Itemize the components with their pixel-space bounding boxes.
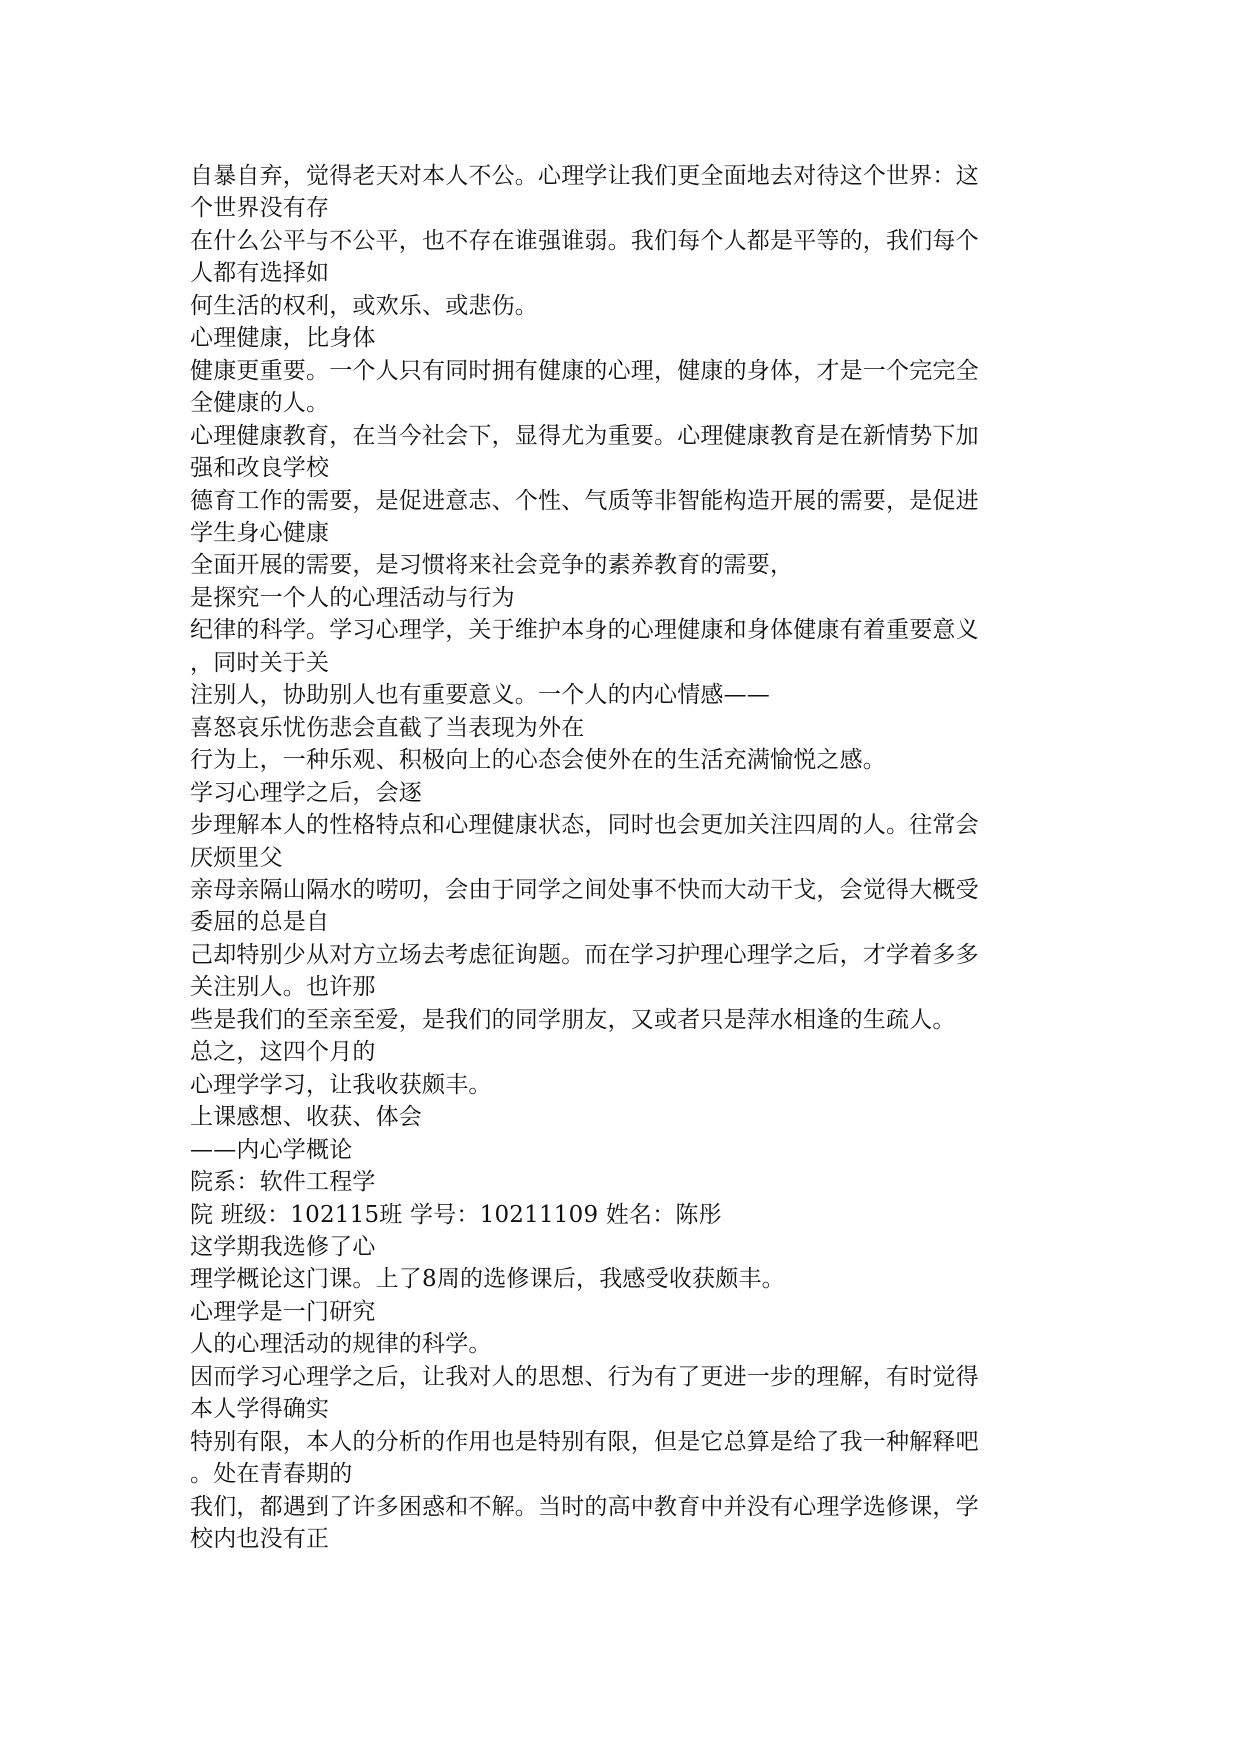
text-line: 些是我们的至亲至爱，是我们的同学朋友，又或者只是萍水相逢的生疏人。 [190,1006,956,1033]
text-line: 这学期我选修了心 [190,1233,376,1260]
text-line: 委屈的总是自 [190,909,330,936]
document-title: 上课感想、收获、体会 [190,1104,422,1131]
text-line: 心理健康，比身体 [190,325,376,352]
text-line: 心理学学习，让我收获颇丰。 [190,1071,492,1098]
text-line: 行为上，一种乐观、积极向上的心态会使外在的生活充满愉悦之感。 [190,747,886,774]
text-line: 在什么公平与不公平，也不存在谁强谁弱。我们每个人都是平等的，我们每个 [190,227,979,254]
text-line: 关注别人。也许那 [190,974,376,1001]
text-line: 因而学习心理学之后，让我对人的思想、行为有了更进一步的理解，有时觉得 [190,1363,979,1390]
document-body [190,160,1050,1555]
text-line: 学生身心健康 [190,519,330,546]
text-line: 注别人，协助别人也有重要意义。一个人的内心情感—— [190,682,770,709]
text-line: 人的心理活动的规律的科学。 [190,1331,492,1358]
text-line: 特别有限，本人的分析的作用也是特别有限，但是它总算是给了我一种解释吧 [190,1428,979,1455]
text-line: 人都有选择如 [190,260,330,287]
text-line: 校内也没有正 [190,1526,330,1553]
text-line: 心理学是一门研究 [190,1298,376,1325]
author-department: 院系：软件工程学 [190,1169,376,1196]
text-line: 纪律的科学。学习心理学，关于维护本身的心理健康和身体健康有着重要意义 [190,617,979,644]
text-line: 全健康的人。 [190,390,330,417]
text-line: 强和改良学校 [190,455,330,482]
text-line: 健康更重要。一个人只有同时拥有健康的心理，健康的身体，才是一个完完全 [190,357,979,384]
document-subtitle: ——内心学概论 [190,1136,353,1163]
author-info: 院 班级：102115班 学号：10211109 姓名：陈彤 [190,1201,722,1228]
text-line: 是探究一个人的心理活动与行为 [190,584,515,611]
text-line: 本人学得确实 [190,1396,330,1423]
text-line: 。处在青春期的 [190,1461,353,1488]
text-line: 全面开展的需要，是习惯将来社会竞争的素养教育的需要， [190,552,794,579]
text-line: 德育工作的需要，是促进意志、个性、气质等非智能构造开展的需要，是促进 [190,487,979,514]
text-line: 我们，都遇到了许多困惑和不解。当时的高中教育中并没有心理学选修课，学 [190,1493,979,1520]
text-line: 理学概论这门课。上了8周的选修课后，我感受收获颇丰。 [190,1266,785,1293]
text-line: 己却特别少从对方立场去考虑征询题。而在学习护理心理学之后，才学着多多 [190,941,979,968]
text-line: 步理解本人的性格特点和心理健康状态，同时也会更加关注四周的人。往常会 [190,812,979,839]
text-line: 总之，这四个月的 [190,1039,376,1066]
text-line: 喜怒哀乐忧伤悲会直截了当表现为外在 [190,714,585,741]
text-line: ，同时关于关 [190,649,330,676]
text-line: 亲母亲隔山隔水的唠叨，会由于同学之间处事不快而大动干戈，会觉得大概受 [190,876,979,903]
text-line: 自暴自弃，觉得老天对本人不公。心理学让我们更全面地去对待这个世界：这 [190,163,979,189]
text-line: 个世界没有存 [190,195,330,222]
text-line: 学习心理学之后，会逐 [190,779,422,806]
text-line: 厌烦里父 [190,844,283,871]
text-line: 心理健康教育，在当今社会下，显得尤为重要。心理健康教育是在新情势下加 [190,422,979,449]
text-line: 何生活的权利，或欢乐、或悲伤。 [190,292,538,319]
